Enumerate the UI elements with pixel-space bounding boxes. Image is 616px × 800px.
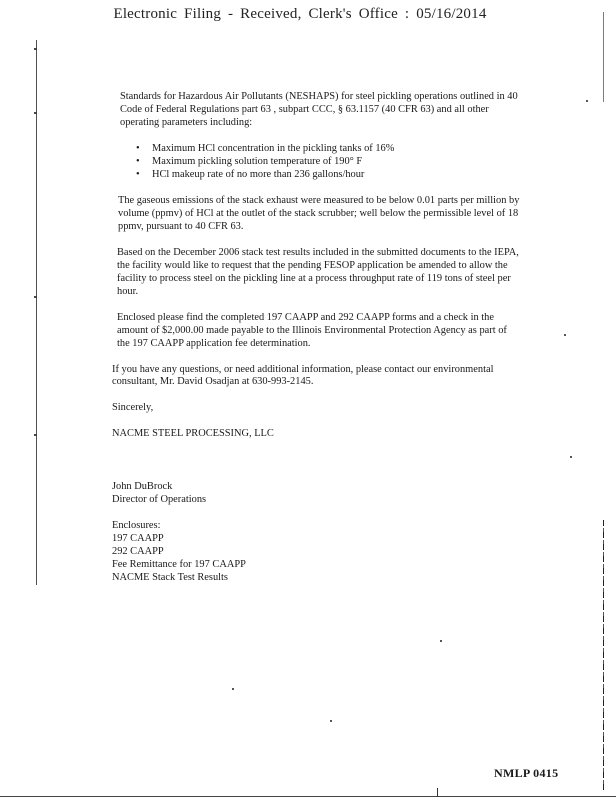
signer-name: John DuBrock [112, 481, 173, 493]
list-item: Fee Remittance for 197 CAAPP [112, 558, 246, 570]
company-name: NACME STEEL PROCESSING, LLC [112, 428, 274, 440]
scan-artifact-tick [34, 48, 37, 50]
list-item-text: Maximum pickling solution temperature of 190° F [152, 155, 363, 167]
operating-parameters-list [112, 143, 522, 182]
electronic-filing-stamp: Electronic Filing - Received, Clerk's Office : 05/16/2014 [113, 6, 487, 22]
enclosed-paragraph: Enclosed please find the completed 197 CAAPP and 292 CAAPP forms and a check in the amount of $2,000.00 made payable to the Illinois Environmental Protection Agency as part of the 197 CAAPP application fee determination. [117, 311, 507, 349]
intro-paragraph: Standards for Hazardous Air Pollutants (NESHAPS) for steel pickling operations outlined in 40 Code of Federal Regulations part 63 , subpart CCC, § 63.1157 (40 CFR 63) and all other operating parameters including: [120, 91, 518, 128]
list-item [136, 156, 522, 169]
scan-artifact-dot [232, 688, 234, 690]
list-item-text: Maximum HCl concentration in the pickling tanks of 16% [152, 142, 395, 154]
scan-artifact-dot [564, 334, 566, 336]
list-item: NACME Stack Test Results [112, 571, 228, 583]
closing: Sincerely, [112, 402, 154, 414]
scan-artifact-right-edge [603, 520, 604, 790]
bullet-icon: • [136, 142, 140, 154]
scan-artifact-tick [34, 434, 37, 436]
signer-title: Director of Operations [112, 494, 207, 506]
bates-page-number: NMLP 0415 [494, 766, 559, 780]
bullet-icon: • [136, 168, 140, 180]
emissions-paragraph: The gaseous emissions of the stack exhaust were measured to be below 0.01 parts per million by volume (ppmv) of HCl at the outlet of the stack scrubber; well below the permissible level of 18 ppmv, pursuant to 40 CFR 63. [118, 195, 520, 233]
signature-block [112, 481, 522, 507]
list-item-text: HCl makeup rate of no more than 236 gallons/hour [152, 168, 365, 180]
list-item [136, 143, 522, 156]
list-item [136, 169, 522, 182]
scan-artifact-left-margin [36, 40, 37, 585]
list-item: 292 CAAPP [112, 545, 164, 557]
scan-artifact-dot [570, 456, 572, 458]
list-item: 197 CAAPP [112, 532, 164, 544]
scan-artifact-dot [330, 720, 332, 722]
scan-artifact-dot [586, 100, 588, 102]
scan-artifact-tick [34, 296, 37, 298]
scan-artifact-tick [34, 112, 37, 114]
enclosures-list [112, 533, 522, 585]
scan-artifact-tick [437, 788, 438, 797]
contact-paragraph: If you have any questions, or need additional information, please contact our environmental consultant, Mr. David Osadjan at 630-993-2145. [112, 363, 494, 388]
bullet-icon: • [136, 155, 140, 167]
scan-artifact-right-edge-top [603, 12, 604, 102]
scan-artifact-dot [440, 640, 442, 642]
enclosures-label: Enclosures: [112, 519, 161, 531]
letter-body [112, 91, 522, 584]
enclosures-block [112, 520, 522, 585]
scan-artifact-bottom-edge [0, 796, 616, 797]
request-paragraph: Based on the December 2006 stack test results included in the submitted documents to the IEPA, the facility would like to request that the pending FESOP application be amended to allow the facility to process steel on the pickling line at a process throughput rate of 119 tons of steel per hour. [117, 247, 519, 297]
